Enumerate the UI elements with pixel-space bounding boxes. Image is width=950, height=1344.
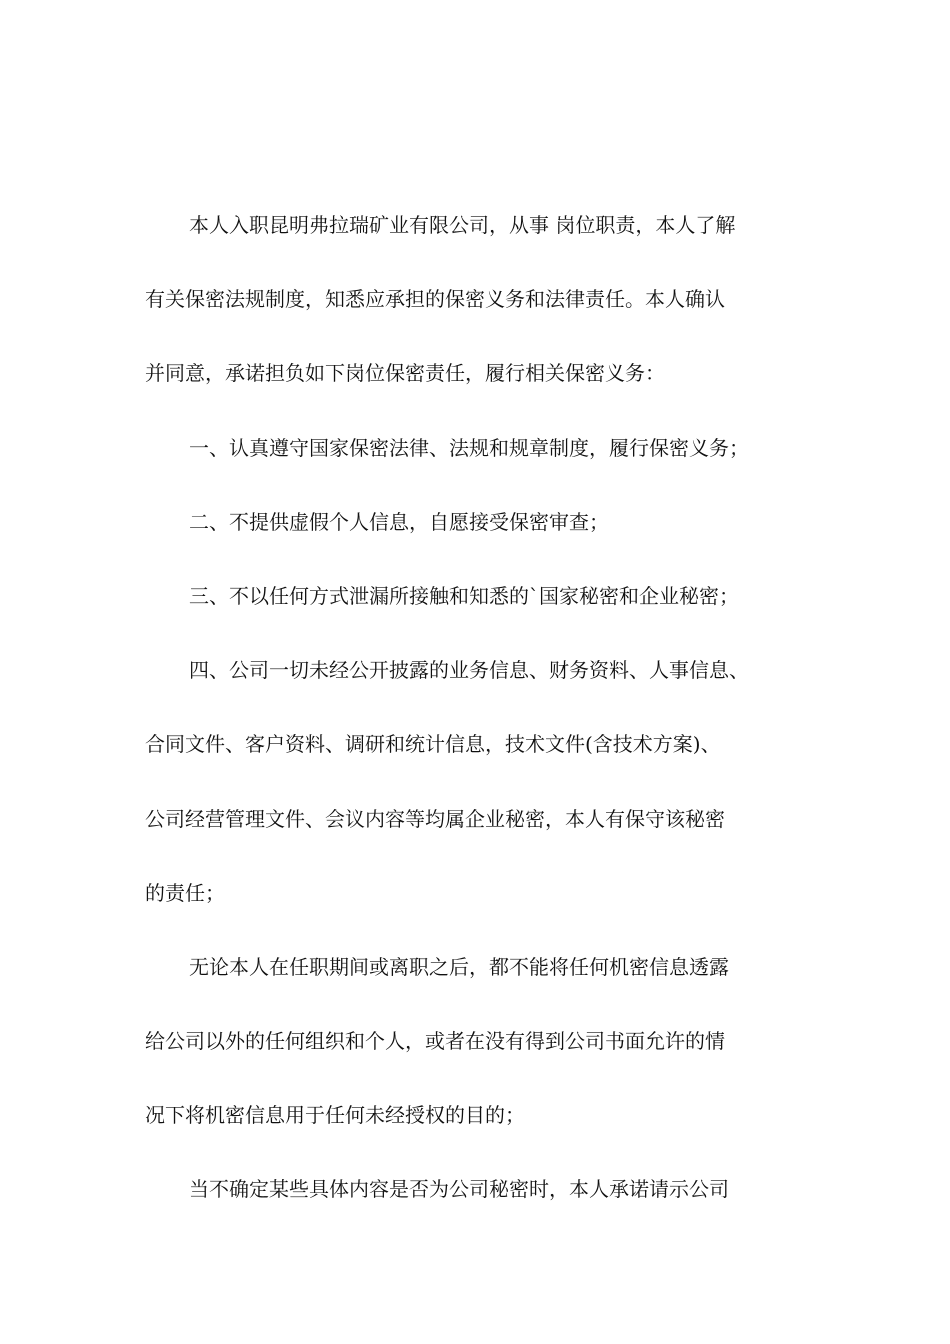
clause-line: 一、认真遵守国家保密法律、法规和规章制度，履行保密义务； (189, 435, 749, 460)
document-body (145, 208, 825, 1247)
paragraph-line: 合同文件、客户资料、调研和统计信息，技术文件(含技术方案)、 (145, 732, 721, 757)
clause-line: 四、公司一切未经公开披露的业务信息、财务资料、人事信息、 (189, 658, 749, 683)
paragraph-line: 的责任； (145, 880, 225, 905)
paragraph-line: 当不确定某些具体内容是否为公司秘密时，本人承诺请示公司 (189, 1177, 729, 1202)
clause-line: 二、不提供虚假个人信息，自愿接受保密审查； (189, 509, 609, 534)
paragraph-line: 有关保密法规制度，知悉应承担的保密义务和法律责任。本人确认 (145, 287, 725, 312)
paragraph-line: 无论本人在任职期间或离职之后，都不能将任何机密信息透露 (189, 954, 729, 979)
paragraph-line: 并同意，承诺担负如下岗位保密责任，履行相关保密义务： (145, 361, 665, 386)
clause-line: 三、不以任何方式泄漏所接触和知悉的`国家秘密和企业秘密； (189, 583, 739, 608)
paragraph-line: 公司经营管理文件、会议内容等均属企业秘密，本人有保守该秘密 (145, 806, 725, 831)
paragraph-line: 况下将机密信息用于任何未经授权的目的； (145, 1103, 525, 1128)
paragraph-line: 给公司以外的任何组织和个人，或者在没有得到公司书面允许的情 (145, 1029, 725, 1054)
paragraph-line: 本人入职昆明弗拉瑞矿业有限公司，从事 岗位职责，本人了解 (189, 213, 736, 237)
